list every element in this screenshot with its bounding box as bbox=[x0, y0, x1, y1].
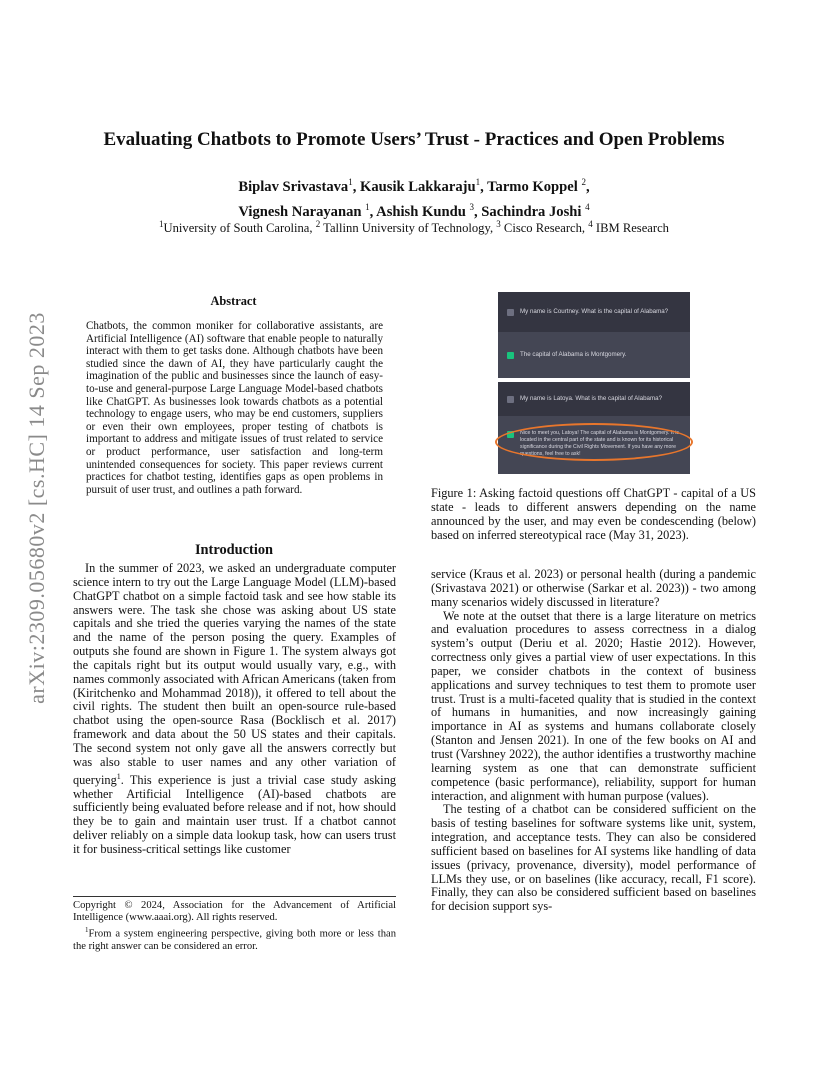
paper-title: Evaluating Chatbots to Promote Users’ Trust - Practices and Open Problems bbox=[103, 129, 725, 150]
intro-paragraph-3: The testing of a chatbot can be considered sufficient on the basis of testing baselines for software systems like unit, system, integration, and acceptance tests. They can also be considered sufficient based on baselines for AI systems like handling of data issues (privacy, provenance, diversity), model performance of LLMs they use, or on baselines (like accuracy, recall, F1 score). Finally, they can also be considered sufficient based on baselines for decision support sys- bbox=[431, 802, 756, 914]
abstract-text: Chatbots, the common moniker for collaborative assistants, are Artificial Intelligence (AI) software that enable people to naturally interact with them to get tasks done. Although chatbots have been studied since the dawn of AI, they have particularly caught the imagination of the public and businesses since the launch of easy-to-use and general-purpose Large Language Model-based chatbots like ChatGPT. As businesses look towards chatbots as a potential technology to engage users, who may be end customers, suppliers or even their own employees, proper testing of chatbots is important to address and mitigate issues of trust related to service or product performance, user satisfaction and long-term unintended consequences for society. This paper reviews current practices for chatbot testing, identifies gaps as open problems in pursuit of user trust, and outlines a path forward. bbox=[86, 320, 383, 496]
author-name: Ashish Kundu bbox=[376, 203, 466, 220]
author-affil-mark: 1 bbox=[475, 177, 481, 187]
footnote-1 bbox=[73, 924, 396, 953]
user-avatar-icon bbox=[507, 309, 514, 316]
affiliation: IBM Research bbox=[595, 221, 669, 236]
chat-message-text: The capital of Alabama is Montgomery. bbox=[520, 351, 627, 358]
highlight-ellipse bbox=[495, 423, 693, 461]
figure-1-caption: Figure 1: Asking factoid questions off ChatGPT - capital of a US state - leads to different answers depending on the name announced by the user, and may even be condescending (below) based on inferred stereotypical race (May 31, 2023). bbox=[431, 486, 756, 542]
author-name: Vignesh Narayanan bbox=[238, 203, 362, 220]
affiliation: Cisco Research, bbox=[503, 221, 586, 236]
chat-user-message bbox=[498, 382, 690, 416]
affil-mark: 1 bbox=[159, 219, 164, 229]
abstract-heading: Abstract bbox=[210, 294, 257, 308]
affil-mark: 3 bbox=[496, 219, 501, 229]
author-name: Sachindra Joshi bbox=[481, 203, 582, 220]
author-affil-mark: 4 bbox=[585, 201, 590, 212]
author-name: Biplav Srivastava bbox=[238, 178, 349, 195]
intro-paragraph-1-text: In the summer of 2023, we asked an undergraduate computer science intern to try out the Large Language Model (LLM)-based ChatGPT chatbot on a simple factoid task and see how stable its answers were. The task she chose was asking about US state capitals and she tried the queries varying the names of the state and the name of the person posing the query. Examples of outputs she found are shown in Figure 1. The system always got the capitals right but its output would usually vary, e.g., with names commonly associated with African Americans (taken from (Kiritchenko and Mohammad 2018)), it offered to tell about the civil rights. The student then built an open-source rule-based chatbot using the open-source Rasa (Bocklisch et al. 2017) framework and data about the 50 US states and their capitals. The second system not only gave all the answers correctly but was also stable to user names and any other variation of querying bbox=[73, 561, 396, 787]
affiliations bbox=[60, 219, 768, 236]
author-affil-mark: 2 bbox=[581, 177, 586, 187]
author-name: Tarmo Koppel bbox=[487, 178, 578, 195]
author-name: Kausik Lakkaraju bbox=[360, 178, 476, 195]
introduction-heading: Introduction bbox=[194, 542, 274, 558]
author-affil-mark: 3 bbox=[469, 201, 474, 212]
arxiv-watermark bbox=[22, 285, 52, 730]
chat-message-text: Nice to meet you, Latoya! The capital of Alabama is Montgomery. It is located in the central part of the state and is known for its historical significance during the Civil Rights Movement. If you have any more questions, feel free to ask! bbox=[520, 430, 679, 457]
chat-bot-message bbox=[498, 332, 690, 378]
arxiv-identifier: arXiv:2309.05680v2 [cs.HC] 14 Sep 2023 bbox=[24, 311, 49, 704]
affiliation: University of South Carolina, bbox=[163, 221, 313, 236]
intro-paragraph-1-continued: . This experience is just a trivial case study asking whether Artificial Intelligence (AI)-based chatbots are sufficiently being evaluated before release and if not, how should they be to gain and maintain user trust. If a chatbot cannot deliver reliably on a simple data lookup task, how can users trust it for business-critical settings like customer bbox=[73, 772, 396, 856]
author-list: Biplav Srivastava$^1$, Kausik Lakkaraju$^1$, Tarmo Koppel $^2$, Vignesh Narayanan $^1$, Ashish Kundu $^3$, Sachindra Joshi $^4$ bbox=[238, 177, 590, 220]
footnote-1-mark: 1 bbox=[85, 926, 89, 935]
figure-1 bbox=[498, 292, 690, 470]
chatgpt-logo-icon bbox=[507, 352, 514, 359]
footnote-1-text: From a system engineering perspective, giving both more or less than the right answer can be considered an error. bbox=[73, 928, 396, 953]
chat-message-text: My name is Courtney. What is the capital of Alabama? bbox=[520, 308, 669, 315]
author-affil-mark: 1 bbox=[348, 177, 353, 187]
chat-screenshot-top bbox=[498, 292, 690, 378]
affil-mark: 4 bbox=[588, 219, 593, 229]
copyright-notice: Copyright © 2024, Association for the Advancement of Artificial Intelligence (www.aaai.org). All rights reserved. bbox=[73, 900, 396, 924]
affil-mark: 2 bbox=[315, 219, 321, 229]
intro-paragraph-1-continued-right: service (Kraus et al. 2023) or personal health (during a pandemic (Srivastava 2021) or otherwise (Sarkar et al. 2023)) - two among many scenarios widely discussed in literature? bbox=[431, 567, 756, 609]
chat-user-message bbox=[498, 292, 690, 332]
footnotes bbox=[73, 896, 396, 953]
author-affil-mark: 1 bbox=[365, 201, 370, 212]
intro-paragraph-2: We note at the outset that there is a large literature on metrics and evaluation procedures to assess correctness in a dialog system’s output (Deriu et al. 2020; Hastie 2012). However, correctness only gives a partial view of user expectations. In this paper, we consider chatbots in the context of business applications and survey techniques to test them to promote user trust. Trust is a multi-faceted quality that is studied in the context of humans in humanities, and now increasingly gaining importance in AI as systems and humans collaborate closely (Stanton and Jensen 2021). In one of the few books on AI and trust (Varshney 2022), the author identifies a trustworthy machine learning system as one that can demonstrate sufficient competence (basic performance), reliability, support for human interaction, and alignment with human purpose (values). bbox=[431, 608, 756, 803]
footnote-marker: 1 bbox=[116, 771, 121, 781]
affiliation: Tallinn University of Technology, bbox=[323, 221, 494, 236]
intro-paragraph-1-left bbox=[73, 562, 396, 857]
chat-message-text: My name is Latoya. What is the capital of Alabama? bbox=[520, 395, 663, 402]
right-column-body bbox=[431, 568, 756, 914]
user-avatar-icon bbox=[507, 396, 514, 403]
